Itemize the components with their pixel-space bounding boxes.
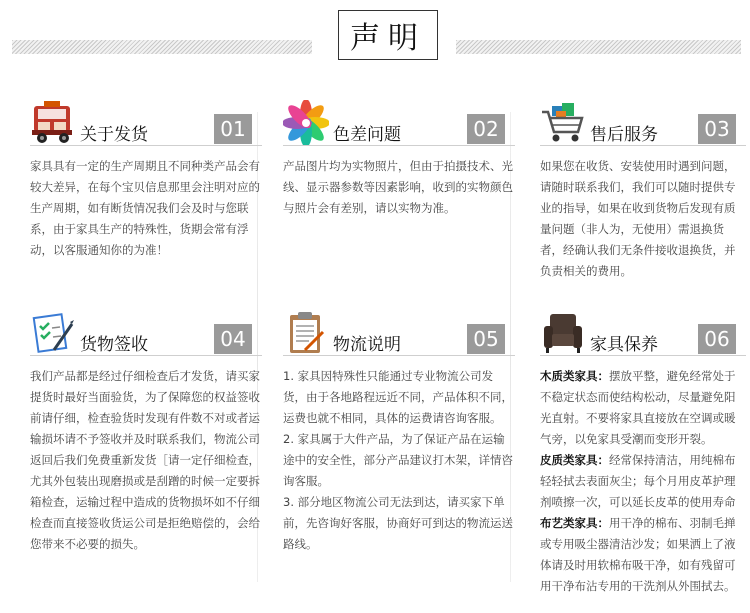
card-body: 家具具有一定的生产周期且不同种类产品会有较大差异，在每个宝贝信息那里会注明对应的生产周期，如有断货情况我们会及时与您联系，由于家具生产的特殊性，货期会常有浮动，以客服通知你的为准！ [30, 159, 260, 257]
card-furniture-care [540, 310, 750, 600]
shopping-cart-icon [540, 100, 586, 146]
card-after-sales [540, 100, 750, 290]
card-number: 01 [214, 114, 252, 144]
care-text: 用干净的棉布、羽制毛掸或专用吸尘器清洁沙发；如果洒上了液体请及时用软棉布吸干净，如有残留可用干净布沾专用的干洗剂从外围拭去。 [540, 516, 736, 593]
page-title: 声明 [338, 10, 438, 60]
header-stripe-right [456, 40, 741, 54]
card-rule [30, 355, 262, 356]
card-number: 03 [698, 114, 736, 144]
card-body: 如果您在收货、安装使用时遇到问题，请随时联系我们，我们可以随时提供专业的指导，如果在收到货物后发现有质量问题（非人为，无使用）需退换货者，经确认我们无条件接收退换货，并负责相关的费用。 [540, 159, 736, 278]
card-color-difference [283, 100, 519, 290]
card-body: 我们产品都是经过仔细检查后才发货，请买家提货时最好当面验货，为了保障您的权益签收前请仔细，检查验货时发现有件数不对或者运输损坏请不予签收并及时联系我们，物流公司返回后我们免费重新发货［请一定仔细检查，尤其外包装出现磨损或是刮蹭的时候一定要拆箱检查，运输过程中造成的货物损坏如不仔细检查而直接签收货运公司是拒绝赔偿的，会给您带来不必要的损失。 [30, 369, 260, 551]
care-label: 皮质类家具： [540, 453, 609, 467]
card-number: 02 [467, 114, 505, 144]
header-stripe-left [12, 40, 312, 54]
card-logistics [283, 310, 519, 600]
card-heading: 家具保养 [590, 335, 658, 355]
care-label: 木质类家具： [540, 369, 609, 383]
card-heading: 物流说明 [333, 335, 401, 355]
card-number: 05 [467, 324, 505, 354]
armchair-icon [540, 310, 586, 356]
logistics-item: 3. 部分地区物流公司无法到达，请买家下单前，先咨询好客服，协商好可到达的物流运送路线。 [283, 495, 513, 551]
card-rule [540, 355, 746, 356]
card-body: 产品图片均为实物照片，但由于拍摄技术、光线、显示器参数等因素影响，收到的实物颜色与照片会有差别，请以实物为准。 [283, 159, 513, 215]
card-heading: 色差问题 [333, 125, 401, 145]
card-rule [540, 145, 746, 146]
card-heading: 售后服务 [590, 125, 658, 145]
care-text: 摆放平整，避免经常处于不稳定状态而使结构松动，尽量避免阳光直射。不要将家具直接放在空调或暖气旁，以免家具受潮而变形开裂。 [540, 369, 736, 446]
delivery-truck-icon [30, 100, 76, 146]
card-rule [283, 355, 515, 356]
clipboard-icon [283, 310, 329, 356]
color-palette-icon [283, 100, 329, 146]
card-heading: 关于发货 [80, 125, 148, 145]
care-item [540, 366, 746, 450]
card-number: 06 [698, 324, 736, 354]
card-shipping [30, 100, 266, 290]
care-item [540, 450, 746, 513]
card-signing [30, 310, 266, 600]
logistics-item: 2. 家具属于大件产品，为了保证产品在运输途中的安全性，部分产品建议打木架，详情咨询客服。 [283, 432, 513, 488]
card-rule [30, 145, 262, 146]
care-text: 经常保持清洁，用纯棉布轻轻拭去表面灰尘；每个月用皮革护理剂喷擦一次，可以延长皮革的使用寿命 [540, 453, 736, 509]
card-number: 04 [214, 324, 252, 354]
checklist-pen-icon [30, 310, 76, 356]
care-item [540, 513, 746, 597]
logistics-item: 1. 家具因特殊性只能通过专业物流公司发货，由于各地路程远近不同，产品体积不同，运费也就不相同，具体的运费请咨询客服。 [283, 369, 513, 425]
care-label: 布艺类家具： [540, 516, 609, 530]
card-body [540, 366, 746, 597]
card-heading: 货物签收 [80, 335, 148, 355]
card-rule [283, 145, 515, 146]
card-body [283, 366, 515, 555]
